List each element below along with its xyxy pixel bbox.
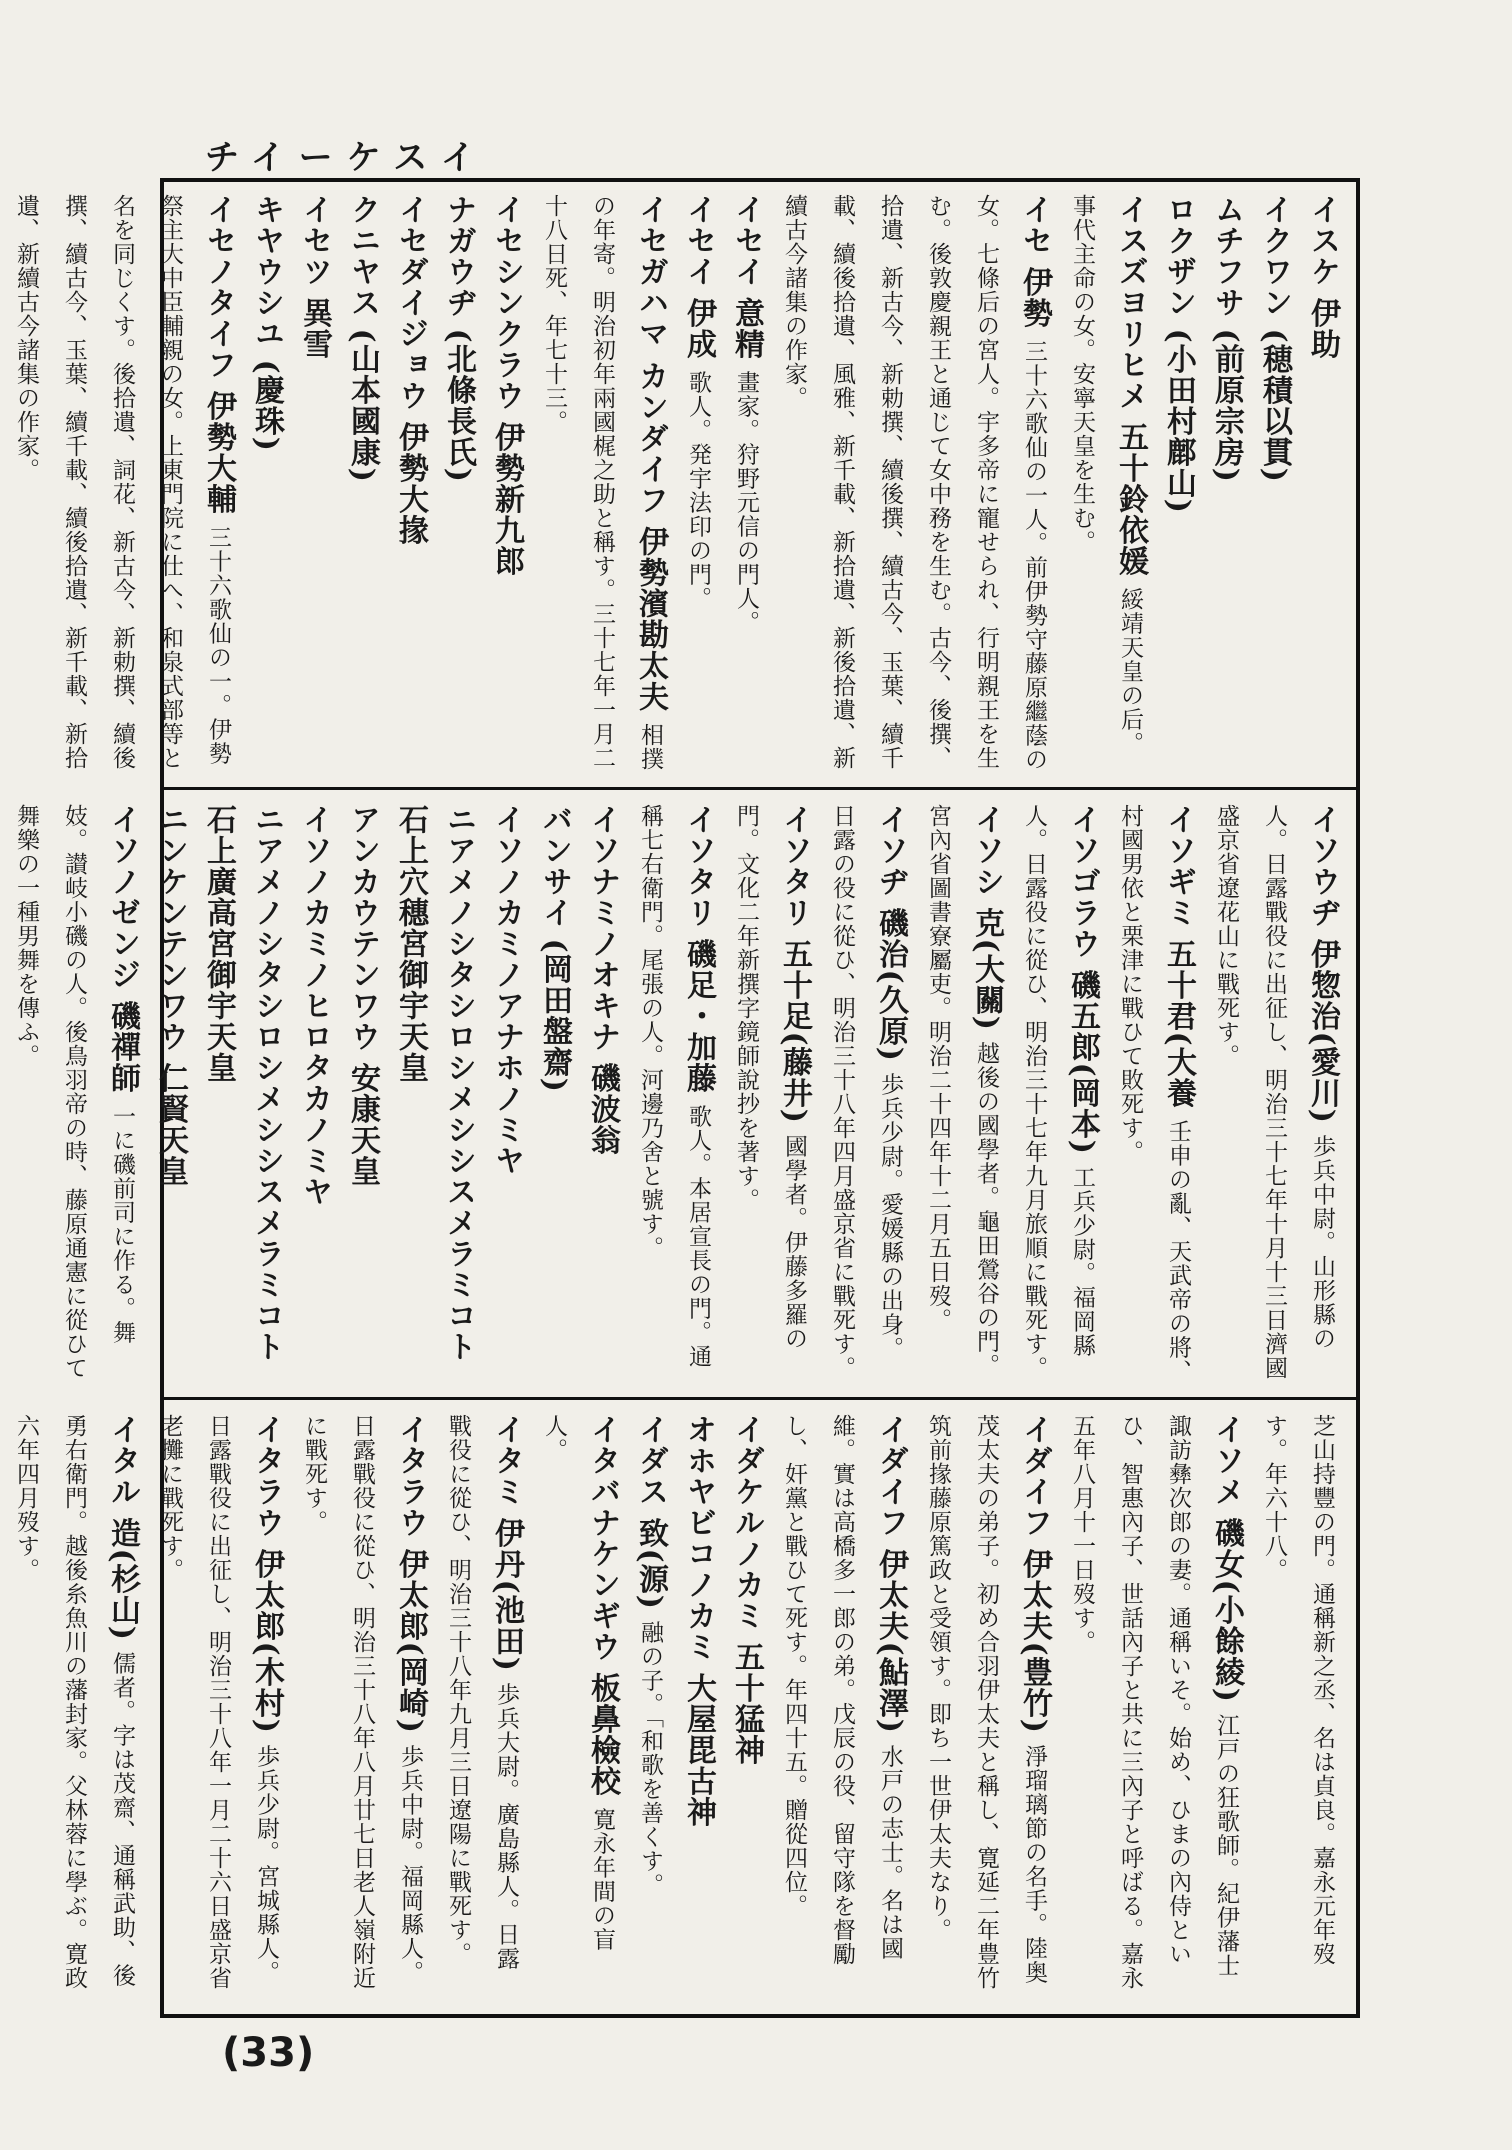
entry-headword: イタミ (489, 1414, 524, 1507)
entry-name: 五十君(大養 (1161, 938, 1196, 1109)
entry-name: 五十猛神 (729, 1641, 764, 1766)
dictionary-entry (290, 804, 338, 1384)
entry-headword: クニヤス (345, 194, 380, 318)
entry-name: 磯禪師 (105, 1000, 140, 1094)
entry-description: 歩兵少尉。愛媛縣の出身。日露の役に從ひ、明治三十八年四月盛京省に戰死す。 (829, 804, 903, 1380)
entry-headword: イセイ (681, 194, 716, 287)
entry-headword: イダス (633, 1414, 668, 1507)
entry-description: 歩兵中尉。山形縣の人。日露戰役に出征し、明治三十七年十月十三日濟國盛京省遼花山に戰死す。 (1213, 804, 1335, 1380)
entry-name: 磯足・加藤 (681, 938, 716, 1094)
dictionary-entry (386, 804, 482, 1384)
entry-headword: イソヂ (873, 804, 908, 897)
tier-divider (164, 1397, 1356, 1400)
entry-description: 芝山持豐の門。通稱新之丞、名は貞良。嘉永元年歿す。年六十八。 (1261, 1414, 1335, 1966)
dictionary-entry (2, 194, 242, 774)
entry-description: 工兵少尉。福岡縣人。日露役に從ひ、明治三十七年九月旅順に戰死す。 (1021, 804, 1095, 1380)
dictionary-entry (722, 194, 770, 774)
entry-name: (岡田盤齋) (537, 938, 572, 1093)
dictionary-entry (0, 804, 2, 1384)
dictionary-entry (1250, 1414, 1346, 1994)
entry-name: 仁賢天皇 (153, 1062, 188, 1187)
entry-name: 伊太夫(豊竹) (1017, 1548, 1052, 1734)
dictionary-entry (530, 804, 578, 1384)
running-head: チイーケスイ (205, 138, 489, 178)
dictionary-entry (1298, 194, 1346, 774)
entry-description: 畫家。狩野元信の門人。 (733, 370, 759, 635)
dictionary-entry (290, 194, 338, 774)
entry-name: 五十鈴依媛 (1113, 421, 1148, 577)
entry-headword: イセツ (297, 194, 332, 287)
entry-headword: イダイフ (1017, 1414, 1052, 1538)
entry-description: 壬申の亂、天武帝の將、村國男依と栗津に戰ひて敗死す。 (1117, 804, 1191, 1384)
entry-name: 伊丹(池田) (489, 1517, 524, 1672)
entry-headword: イセイ (729, 194, 764, 287)
dictionary-entry (242, 194, 290, 774)
entry-name: (慶珠) (249, 359, 284, 452)
entry-description: 國學者。伊藤多羅の門。文化二年新撰字鏡師說抄を著す。 (733, 804, 807, 1351)
dictionary-entry (818, 804, 914, 1384)
entry-description: 江戸の狂歌師。紀伊藩士諏訪彝次郎の妻。通稱いそ。始め、ひまの內侍といひ、智惠內子、世話內子と共に三內子と呼ばる。嘉永五年八月十一日歿す。 (1069, 1414, 1239, 1990)
dictionary-frame (13, 178, 1360, 2018)
entry-headword: イタラウ (393, 1414, 428, 1538)
entry-name: 克(大關) (969, 907, 1004, 1031)
entry-headword: ニンケンテンワウ (153, 804, 188, 1052)
dictionary-entry (194, 804, 290, 1384)
dictionary-entry (1202, 804, 1346, 1384)
dictionary-entry (146, 804, 194, 1384)
dictionary-entry (626, 1414, 674, 1994)
entries-tier-bottom (13, 1402, 1356, 2002)
entry-headword: イタラウ (249, 1414, 284, 1538)
entry-name: 伊勢新九郎 (489, 421, 524, 577)
entry-headword: イソメ (1209, 1414, 1244, 1507)
entry-name: 伊太夫(鮎澤) (873, 1548, 908, 1734)
entry-description: 越後の國學者。龜田鶯谷の門。宮內省圖書寮屬吏。明治二十四年十二月五日歿。 (925, 804, 999, 1378)
entry-description: 三十六歌仙の一人。前伊勢守藤原繼蔭の女。七條后の宮人。宇多帝に寵せられ、行明親王を生む。後敦慶親王と通じて女中務を生む。古今、後撰、拾遺、新古今、新勅撰、續後撰、續古今、玉葉、續千載、續後拾遺、風雅、新千載、新拾遺、新後拾遺、新續古今諸集の作家。 (781, 194, 1047, 772)
entry-headword: イソタリ (681, 804, 716, 928)
entry-name: (小田村鄜山) (1161, 328, 1196, 514)
entry-description: 歌人。発宇法印の門。 (685, 370, 711, 611)
dictionary-entry (338, 804, 386, 1384)
entry-name: 造(杉山) (105, 1517, 140, 1641)
entry-headword: イスズヨリヒメ (1113, 194, 1148, 411)
entry-headword: オホヤビコノカミ (681, 1414, 716, 1662)
entry-name: 伊勢大掾 (393, 421, 428, 546)
dictionary-entry (530, 194, 674, 774)
entry-headword: イセダイジョウ (393, 194, 428, 411)
entry-headword: ナガウヂ (441, 194, 476, 318)
dictionary-entry (1058, 194, 1154, 774)
entry-headword: イソノカミノヒロタカノミヤ (297, 804, 332, 1207)
entry-headword: イセノタイフ (201, 194, 236, 380)
entry-headword: キヤウシユ (249, 194, 284, 349)
dictionary-entry (770, 1414, 914, 1994)
entry-headword: イタル (105, 1414, 140, 1507)
entry-headword: イソゴラウ (1065, 804, 1100, 959)
dictionary-entry (722, 1414, 770, 1994)
page-number: (33) (222, 2030, 315, 2076)
entry-headword: イソノゼンジ (105, 804, 140, 990)
dictionary-entry (914, 804, 1010, 1384)
entry-headword: イスケ (1305, 194, 1340, 287)
dictionary-entry (482, 194, 530, 774)
dictionary-entry (674, 1414, 722, 1994)
entry-description: 融の子。「和歌を善くす。 (637, 1620, 663, 1897)
dictionary-entry (1202, 194, 1250, 774)
dictionary-entry (770, 194, 1058, 774)
dictionary-entry (434, 194, 482, 774)
entry-headword: ニアメノシタシロシメシシスメラミコト (441, 804, 476, 1362)
entry-name: 大屋毘古神 (681, 1672, 716, 1828)
entry-description: 一に磯前司に作る。舞妓。讃岐小磯の人。後鳥羽帝の時、藤原通憲に從ひて舞樂の一種男舞を傳ふ。 (13, 804, 135, 1380)
entry-headword: イセ (1017, 194, 1052, 256)
entry-headword: イセシンクラウ (489, 194, 524, 411)
entry-name: 安康天皇 (345, 1062, 380, 1187)
entry-name: 伊太郎(木村) (249, 1548, 284, 1734)
dictionary-entry (674, 194, 722, 774)
dictionary-entry (2, 1414, 146, 1994)
dictionary-entry (914, 1414, 1058, 1994)
entry-headword: イクワン (1257, 194, 1292, 318)
entry-name: 板鼻檢校 (585, 1672, 620, 1797)
entry-headword: イタバナケンギウ (585, 1414, 620, 1662)
entry-description: 淨瑠璃節の名手。陸奥茂太夫の弟子。初め合羽伊太夫と稱し、寛延二年豊竹筑前掾藤原篤政と受領す。即ち一世伊太夫なり。 (925, 1414, 1047, 1990)
dictionary-entry (1106, 804, 1202, 1384)
dictionary-entry (146, 1414, 290, 1994)
entry-name: 致(源) (633, 1517, 668, 1610)
entry-headword: イソノカミノアナホノミヤ (489, 804, 524, 1176)
dictionary-entry (338, 194, 386, 774)
entry-headword: イダイフ (873, 1414, 908, 1538)
entry-description: 水戸の志士。名は國維。實は高橋多一郎の弟。戊辰の役、留守隊を督勵し、奸黨と戰ひて死す。年四十五。贈從四位。 (781, 1414, 903, 1966)
entry-headword: ムチフサ (1209, 194, 1244, 318)
entry-headword: イセガハマ カンダイフ (633, 194, 668, 516)
entry-name: 伊勢濱勘太夫 (633, 526, 668, 712)
entries-tier-middle (13, 792, 1356, 1392)
entry-name: (北條長氏) (441, 328, 476, 483)
entry-description: 歩兵中尉。福岡縣人。日露戰役に從ひ、明治三十八年八月廿七日老人嶺附近に戰死す。 (301, 1414, 423, 1990)
dictionary-entry (1250, 194, 1298, 774)
tier-divider (164, 787, 1356, 790)
entry-name: 伊勢 (1017, 266, 1052, 329)
dictionary-entry (434, 1414, 530, 1994)
entry-name: 磯女(小餘綾) (1209, 1517, 1244, 1703)
dictionary-entry (1154, 194, 1202, 774)
entry-headword: イソタリ (777, 804, 812, 928)
entry-description: 三十六歌仙の一。伊勢祭主大中臣輔親の女。上東門院に仕へ、和泉式部等と名を同じくす。後拾遺、詞花、新古今、新勅撰、續後撰、續古今、玉葉、續千載、續後拾遺、新千載、新拾遺、新續古今諸集の作家。 (13, 194, 231, 770)
entry-name: (穂積以貫) (1257, 328, 1292, 483)
entry-name: 異雪 (297, 297, 332, 360)
dictionary-entry (290, 1414, 434, 1994)
entries-tier-top (13, 182, 1356, 782)
entry-description: 歌人。本居宣長の門。通稱七右衛門。尾張の人。河邊乃舍と號す。 (637, 804, 711, 1369)
entry-name: (山本國康) (345, 328, 380, 483)
entry-description: 歩兵少尉。宮城縣人。日露戰役に出征し、明治三十八年一月二十六日盛京省老攤に戰死す。 (157, 1414, 279, 1990)
entry-description: 儒者。字は茂齋、通稱武助、後勇右衛門。越後糸魚川の藩封家。父林蓉に學ぶ。寛政六年四月歿す。 (13, 1414, 135, 1990)
entry-headword: バンサイ (537, 804, 572, 928)
entry-name: 伊惣治(愛川) (1305, 938, 1340, 1124)
entry-headword: イソウヂ (1305, 804, 1340, 928)
entry-description: 歩兵大尉。廣島縣人。日露戰役に從ひ、明治三十八年九月三日遼陽に戰死す。 (445, 1414, 519, 1971)
entry-name: 伊助 (1305, 297, 1340, 360)
entry-description: 綏靖天皇の后。事代主命の女。安寧天皇を生む。 (1069, 194, 1143, 756)
entry-headword: イダケルノカミ (729, 1414, 764, 1631)
entry-name: 伊成 (681, 297, 716, 360)
entry-headword: アンカウテンワウ (345, 804, 380, 1052)
dictionary-entry (1058, 1414, 1250, 1994)
dictionary-entry (2, 804, 146, 1384)
dictionary-entry (722, 804, 818, 1384)
dictionary-entry (482, 804, 530, 1384)
dictionary-entry (626, 804, 722, 1384)
dictionary-entry (578, 804, 626, 1384)
dictionary-entry (530, 1414, 626, 1994)
entry-name: 磯治(久原) (873, 907, 908, 1062)
entry-headword: イソシ (969, 804, 1004, 897)
entry-name: 石上廣高宮御宇天皇 (201, 804, 236, 1083)
entry-name: (前原宗房) (1209, 328, 1244, 483)
entry-name: 磯五郎(岡本) (1065, 969, 1100, 1155)
entry-description: 寛永年間の盲人。 (541, 1414, 615, 1952)
entry-name: 伊勢大輔 (201, 390, 236, 515)
dictionary-entry (1010, 804, 1106, 1384)
dictionary-entry (0, 1414, 2, 1994)
entry-name: 意精 (729, 297, 764, 360)
entry-description: 相撲の年寄。明治初年兩國梶之助と稱す。三十七年一月二十八日死、年七十三。 (541, 194, 663, 771)
entry-name: 五十足(藤井) (777, 938, 812, 1124)
entry-name: 伊太郎(岡崎) (393, 1548, 428, 1734)
entry-name: 石上穴穗宮御宇天皇 (393, 804, 428, 1083)
entry-headword: ロクザン (1161, 194, 1196, 318)
dictionary-entry (0, 194, 2, 774)
entry-headword: イソナミノオキナ (585, 804, 620, 1052)
entry-headword: ニアメノシタシロシメシシスメラミコト (249, 804, 284, 1362)
entry-name: 磯波翁 (585, 1062, 620, 1156)
dictionary-entry (386, 194, 434, 774)
entry-headword: イソギミ (1161, 804, 1196, 928)
